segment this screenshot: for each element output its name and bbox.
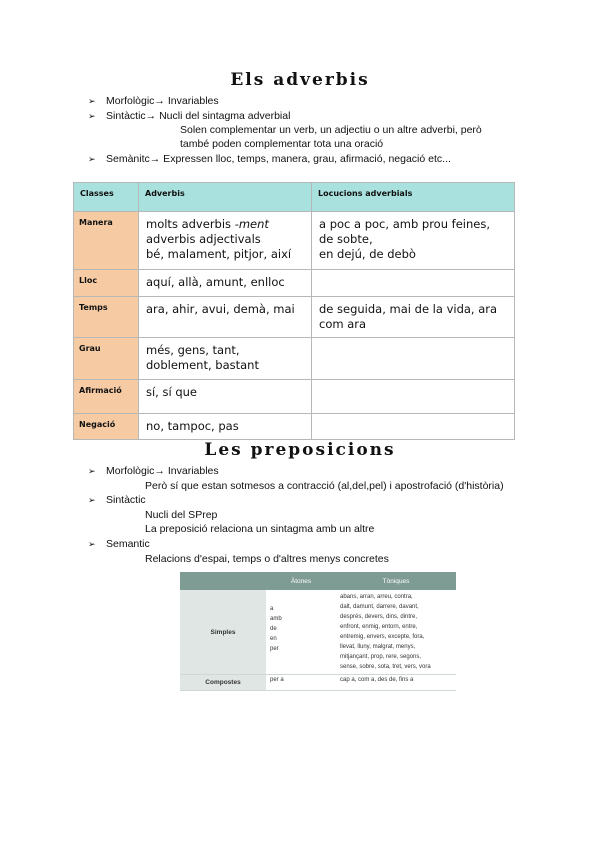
table-row xyxy=(74,270,515,297)
locucions-cell xyxy=(312,380,515,414)
class-cell: Afirmació xyxy=(74,380,139,414)
header-adverbis: Adverbis xyxy=(139,183,312,212)
adverbis-cell: molts adverbis -ment adverbis adjectivals bé, malament, pitjor, així xyxy=(139,212,312,270)
compostes-atones: per a xyxy=(266,675,336,691)
simples-atones: a amb de en per xyxy=(266,590,336,675)
header-toniques: Tòniques xyxy=(336,572,456,590)
table-row xyxy=(74,380,515,414)
adverbis-cell: ara, ahir, avui, demà, mai xyxy=(139,297,312,338)
adverbis-table-header xyxy=(74,183,515,212)
sintactic-detail-1: Solen complementar un verb, un adjectiu o un altre adverbi, però xyxy=(180,124,482,136)
prep-morfologic-detail: Però sí que estan sotmesos a contracció (al,del,pel) i apostrofació (d'història) xyxy=(145,480,504,492)
adverbis-table xyxy=(73,182,515,440)
adverbis-cell: sí, sí que xyxy=(139,380,312,414)
class-cell: Temps xyxy=(74,297,139,338)
arrow-bullet-icon: ➢ xyxy=(88,495,96,505)
class-cell: Grau xyxy=(74,338,139,380)
bullet-prep-morfologic: ➢ Morfològic→ Invariables xyxy=(88,465,219,477)
arrow-bullet-icon: ➢ xyxy=(88,539,96,549)
arrow-bullet-icon: ➢ xyxy=(88,154,96,164)
compostes-toniques: cap a, com a, des de, fins a xyxy=(336,675,456,691)
prep-sintactic-detail-2: La preposició relaciona un sintagma amb un altre xyxy=(145,523,375,535)
bullet-sintactic: ➢ Sintàctic→ Nucli del sintagma adverbial xyxy=(88,110,291,122)
arrow-bullet-icon: ➢ xyxy=(88,96,96,106)
class-cell: Negació xyxy=(74,414,139,440)
class-cell: Manera xyxy=(74,212,139,270)
prep-semantic-detail: Relacions d'espai, temps o d'altres menys concretes xyxy=(145,553,389,565)
table-row xyxy=(180,590,456,675)
adverbis-title: Els adverbis xyxy=(230,70,370,90)
header-atones: Àtones xyxy=(266,572,336,590)
adverbis-cell: més, gens, tant, doblement, bastant xyxy=(139,338,312,380)
simples-toniques: abans, arran, arreu, contra, dalt, damunt, darrere, davant, després, devers, dins, dintre, enfront, enmig, entorn, entre, entremig, envers, excepte, fora, llevat, lluny, malgrat, menys, mitjançant, prop, rere, segons, sense, sobre, sota, tret, vers, vora xyxy=(336,590,456,675)
table-row xyxy=(74,297,515,338)
table-row xyxy=(180,675,456,691)
bullet-prep-sintactic: ➢ Sintàctic xyxy=(88,494,146,506)
table-row xyxy=(74,212,515,270)
header-empty xyxy=(180,572,266,590)
preposicions-table xyxy=(180,572,456,691)
bullet-prep-semantic: ➢ Semantic xyxy=(88,538,150,550)
bullet-morfologic: ➢ Morfològic→ Invariables xyxy=(88,95,219,107)
table-row xyxy=(74,338,515,380)
bullet-semantic: ➢ Semànitc→ Expressen lloc, temps, manera, grau, afirmació, negació etc... xyxy=(88,153,451,165)
header-locucions: Locucions adverbials xyxy=(312,183,515,212)
simples-label: Simples xyxy=(180,590,266,675)
class-cell: Lloc xyxy=(74,270,139,297)
locucions-cell: a poc a poc, amb prou feines, de sobte, en dejú, de debò xyxy=(312,212,515,270)
prep-sintactic-detail-1: Nucli del SPrep xyxy=(145,509,218,521)
adverbis-cell: aquí, allà, amunt, enlloc xyxy=(139,270,312,297)
header-classes: Classes xyxy=(74,183,139,212)
locucions-cell xyxy=(312,270,515,297)
preposicions-title: Les preposicions xyxy=(204,440,396,460)
compostes-label: Compostes xyxy=(180,675,266,691)
adverbis-cell: no, tampoc, pas xyxy=(139,414,312,440)
arrow-bullet-icon: ➢ xyxy=(88,111,96,121)
sintactic-detail-2: també poden complementar tota una oració xyxy=(180,138,384,150)
locucions-cell: de seguida, mai de la vida, ara com ara xyxy=(312,297,515,338)
locucions-cell xyxy=(312,414,515,440)
table-row xyxy=(74,414,515,440)
arrow-bullet-icon: ➢ xyxy=(88,466,96,476)
locucions-cell xyxy=(312,338,515,380)
preposicions-table-header xyxy=(180,572,456,590)
